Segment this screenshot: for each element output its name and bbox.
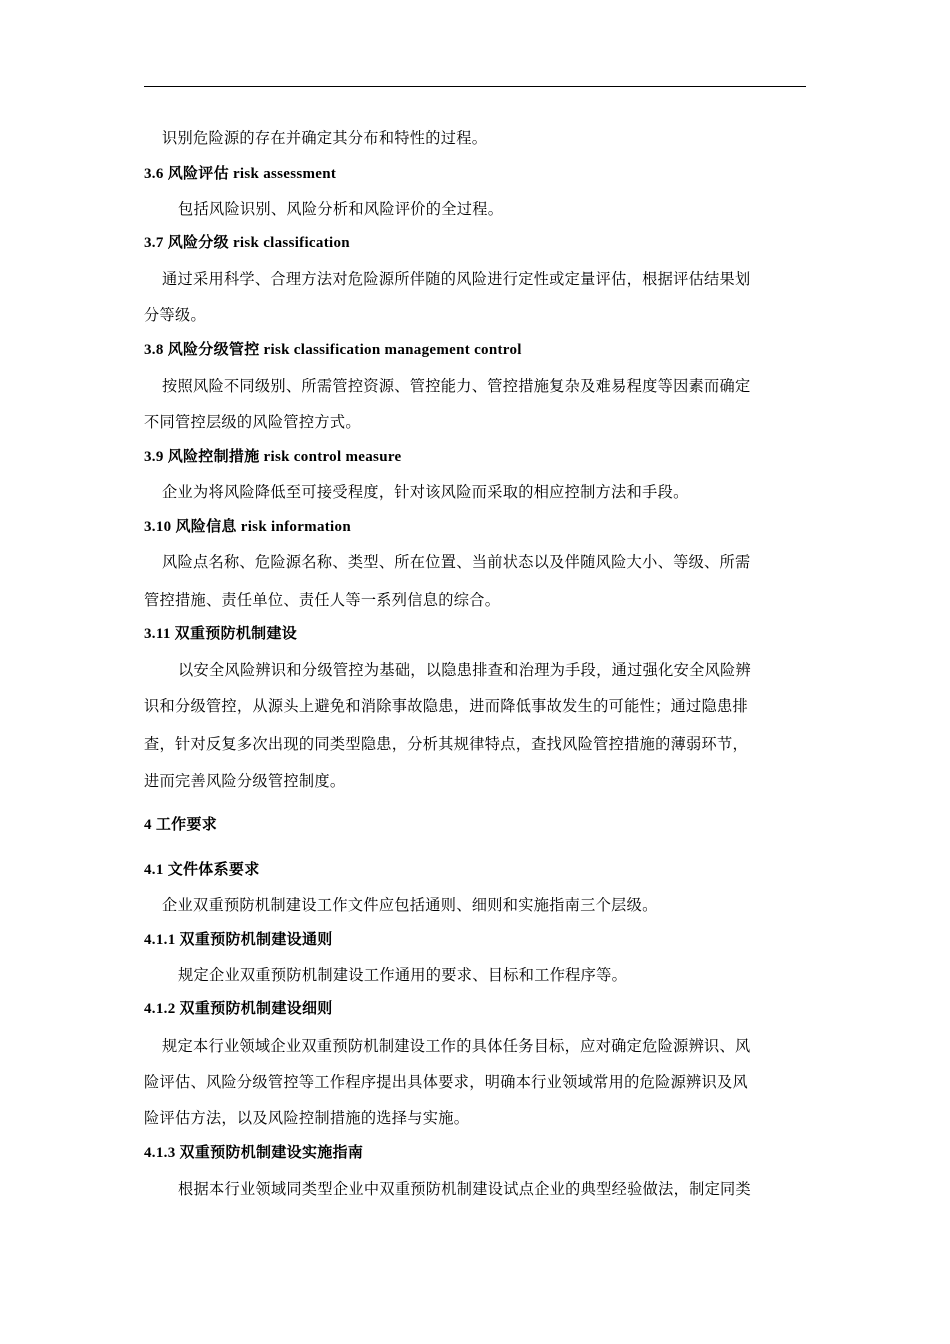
- paragraph-line: 识别危险源的存在并确定其分布和特性的过程。: [162, 129, 488, 147]
- paragraph-line: 根据本行业领域同类型企业中双重预防机制建设试点企业的典型经验做法，制定同类: [178, 1180, 752, 1198]
- section-heading-4: 4 工作要求: [144, 817, 218, 833]
- paragraph-line: 管控措施、责任单位、责任人等一系列信息的综合。: [144, 591, 501, 609]
- section-heading-3-7: 3.7 风险分级 risk classification: [144, 235, 350, 251]
- paragraph-line: 识和分级管控，从源头上避免和消除事故隐患，进而降低事故发生的可能性；通过隐患排: [144, 697, 749, 715]
- header-rule: [144, 86, 806, 87]
- paragraph-line: 规定企业双重预防机制建设工作通用的要求、目标和工作程序等。: [178, 966, 628, 984]
- paragraph-line: 分等级。: [144, 306, 206, 324]
- section-heading-3-9: 3.9 风险控制措施 risk control measure: [144, 449, 402, 465]
- section-heading-3-6: 3.6 风险评估 risk assessment: [144, 166, 337, 182]
- paragraph-line: 不同管控层级的风险管控方式。: [144, 413, 361, 431]
- paragraph-line: 企业双重预防机制建设工作文件应包括通则、细则和实施指南三个层级。: [162, 896, 658, 914]
- section-heading-4-1-1: 4.1.1 双重预防机制建设通则: [144, 932, 333, 948]
- section-heading-4-1: 4.1 文件体系要求: [144, 862, 260, 878]
- section-heading-3-11: 3.11 双重预防机制建设: [144, 626, 298, 642]
- paragraph-line: 险评估、风险分级管控等工作程序提出具体要求，明确本行业领域常用的危险源辨识及风: [144, 1073, 749, 1091]
- paragraph-line: 规定本行业领域企业双重预防机制建设工作的具体任务目标，应对确定危险源辨识、风: [162, 1037, 751, 1055]
- paragraph-line: 企业为将风险降低至可接受程度，针对该风险而采取的相应控制方法和手段。: [162, 483, 689, 501]
- paragraph-line: 通过采用科学、合理方法对危险源所伴随的风险进行定性或定量评估，根据评估结果划: [162, 270, 751, 288]
- section-heading-3-10: 3.10 风险信息 risk information: [144, 519, 351, 535]
- section-heading-4-1-2: 4.1.2 双重预防机制建设细则: [144, 1001, 333, 1017]
- section-heading-4-1-3: 4.1.3 双重预防机制建设实施指南: [144, 1145, 364, 1161]
- paragraph-line: 按照风险不同级别、所需管控资源、管控能力、管控措施复杂及难易程度等因素而确定: [162, 377, 751, 395]
- paragraph-line: 包括风险识别、风险分析和风险评价的全过程。: [178, 200, 504, 218]
- paragraph-line: 风险点名称、危险源名称、类型、所在位置、当前状态以及伴随风险大小、等级、所需: [162, 553, 751, 571]
- paragraph-line: 进而完善风险分级管控制度。: [144, 772, 346, 790]
- paragraph-line: 险评估方法，以及风险控制措施的选择与实施。: [144, 1109, 470, 1127]
- paragraph-line: 查，针对反复多次出现的同类型隐患，分析其规律特点，查找风险管控措施的薄弱环节，: [144, 735, 749, 753]
- paragraph-line: 以安全风险辨识和分级管控为基础，以隐患排查和治理为手段，通过强化安全风险辨: [178, 661, 752, 679]
- section-heading-3-8: 3.8 风险分级管控 risk classification management control: [144, 342, 522, 358]
